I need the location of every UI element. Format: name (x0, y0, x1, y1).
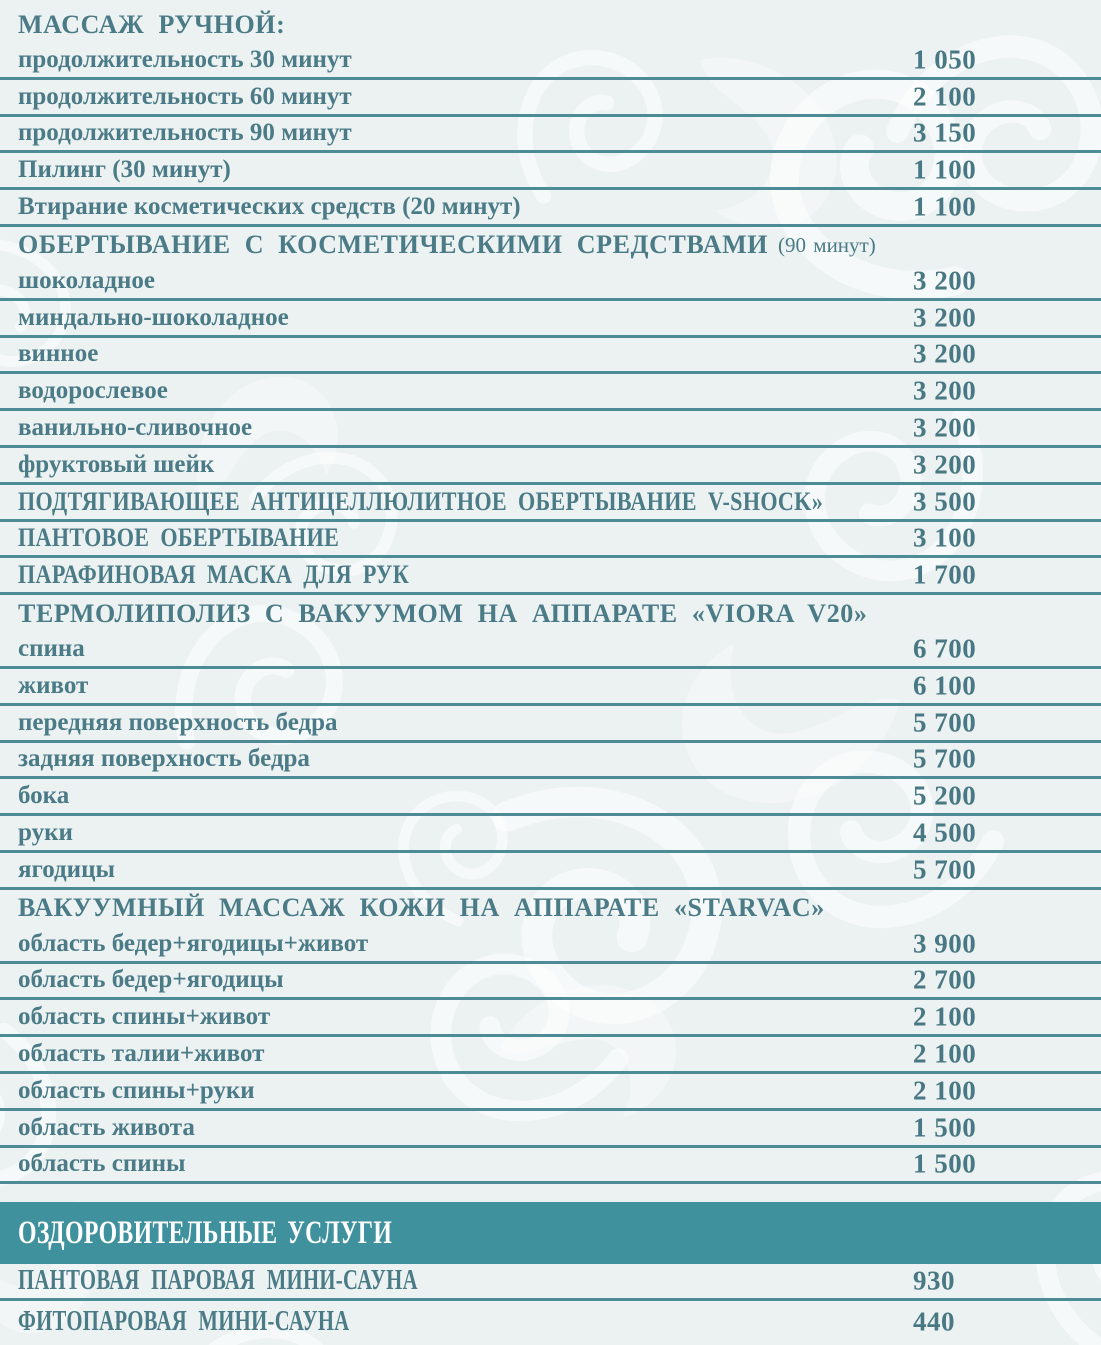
service-row (0, 1074, 1101, 1111)
service-label: живот (18, 671, 89, 699)
service-row (0, 632, 1101, 669)
service-price: 440 (913, 1306, 955, 1337)
service-row (0, 669, 1101, 706)
service-label: область живота (18, 1113, 195, 1141)
service-row (0, 1264, 1101, 1301)
service-label: шоколадное (18, 266, 156, 294)
service-label: ФИТОПАРОВАЯ МИНИ-САУНА (18, 1306, 350, 1338)
service-label: Пилинг (30 минут) (18, 156, 231, 184)
service-label: область бедер+ягодицы+живот (18, 929, 369, 957)
service-label: область спины+живот (18, 1003, 271, 1031)
service-row (0, 964, 1101, 1001)
service-label: передняя поверхность бедра (18, 708, 338, 736)
service-row (0, 448, 1101, 485)
service-price: 3 500 (913, 486, 977, 517)
service-row (0, 338, 1101, 375)
section-header (0, 890, 1101, 927)
service-row (0, 1111, 1101, 1148)
service-price: 6 700 (913, 633, 977, 664)
service-price: 3 100 (913, 522, 977, 553)
service-price: 5 700 (913, 707, 977, 738)
service-row (0, 927, 1101, 964)
section-header-label: МАССАЖ РУЧНОЙ: (18, 9, 286, 39)
service-price: 3 200 (913, 302, 977, 333)
service-row (0, 779, 1101, 816)
service-label: продолжительность 90 минут (18, 119, 352, 147)
service-price: 3 200 (913, 338, 977, 369)
service-label: руки (18, 819, 73, 847)
service-price: 2 700 (913, 964, 977, 995)
service-price: 1 100 (913, 154, 977, 185)
service-label: продолжительность 30 минут (18, 45, 352, 73)
service-price: 2 100 (913, 1001, 977, 1032)
service-label: миндально-шоколадное (18, 303, 289, 331)
service-label: фруктовый шейк (18, 450, 215, 478)
service-price: 2 100 (913, 1038, 977, 1069)
service-price: 1 500 (913, 1148, 977, 1179)
service-label: задняя поверхность бедра (18, 745, 310, 773)
service-label: продолжительность 60 минут (18, 82, 352, 110)
service-row (0, 706, 1101, 743)
service-label: ПОДТЯГИВАЮЩЕЕ АНТИЦЕЛЛЮЛИТНОЕ ОБЕРТЫВАНИЕ V-SHOCK» (18, 486, 824, 516)
service-label: бока (18, 782, 70, 810)
section-header-suffix: (90 минут) (778, 232, 876, 257)
service-label: ПАНТОВОЕ ОБЕРТЫВАНИЕ (18, 523, 340, 553)
service-label: Втирание косметических средств (20 минут) (18, 193, 521, 221)
service-row (0, 1000, 1101, 1037)
service-row (0, 43, 1101, 80)
service-row (0, 816, 1101, 853)
service-price: 5 700 (913, 854, 977, 885)
section-header-label: ТЕРМОЛИПОЛИЗ С ВАКУУМОМ НА АППАРАТЕ «VIORA V20» (18, 598, 868, 628)
section-header (0, 595, 1101, 632)
service-row (0, 374, 1101, 411)
service-price: 3 200 (913, 265, 977, 296)
service-label: область талии+живот (18, 1040, 265, 1068)
service-label: ягодицы (18, 855, 116, 883)
service-price: 3 200 (913, 375, 977, 406)
service-price: 3 900 (913, 928, 977, 959)
service-price: 6 100 (913, 670, 977, 701)
service-price: 2 100 (913, 1075, 977, 1106)
service-row (0, 485, 1101, 522)
service-row (0, 743, 1101, 780)
service-row (0, 1301, 1101, 1343)
service-label: ПАНТОВАЯ ПАРОВАЯ МИНИ-САУНА (18, 1265, 418, 1297)
service-price: 3 200 (913, 449, 977, 480)
section-header-label: ОБЕРТЫВАНИЕ С КОСМЕТИЧЕСКИМИ СРЕДСТВАМИ (18, 230, 769, 260)
service-row (0, 1037, 1101, 1074)
section-banner (0, 1202, 1101, 1264)
service-label: область спины+руки (18, 1076, 255, 1104)
service-price: 4 500 (913, 817, 977, 848)
service-price: 3 200 (913, 412, 977, 443)
service-row (0, 853, 1101, 890)
service-price: 1 100 (913, 191, 977, 222)
service-row (0, 153, 1101, 190)
service-row (0, 522, 1101, 559)
service-price: 930 (913, 1265, 955, 1296)
service-label: винное (18, 340, 99, 368)
service-row (0, 411, 1101, 448)
service-row (0, 301, 1101, 338)
section-header (0, 227, 1101, 264)
service-label: спина (18, 635, 85, 663)
service-row (0, 80, 1101, 117)
service-price: 5 200 (913, 780, 977, 811)
service-label: область спины (18, 1150, 186, 1178)
service-price: 1 700 (913, 559, 977, 590)
section-header (0, 6, 1101, 43)
service-row (0, 558, 1101, 595)
service-row (0, 1148, 1101, 1185)
service-price: 1 500 (913, 1112, 977, 1143)
service-price: 2 100 (913, 81, 977, 112)
service-price: 5 700 (913, 743, 977, 774)
service-row (0, 117, 1101, 154)
section-banner-label: ОЗДОРОВИТЕЛЬНЫЕ УСЛУГИ (18, 1214, 393, 1251)
service-price: 3 150 (913, 117, 977, 148)
service-label: ПАРАФИНОВАЯ МАСКА ДЛЯ РУК (18, 560, 410, 590)
service-row (0, 264, 1101, 301)
service-label: водорослевое (18, 377, 168, 405)
section-header-label: ВАКУУМНЫЙ МАССАЖ КОЖИ НА АППАРАТЕ «STARVAC» (18, 893, 825, 923)
service-price: 1 050 (913, 44, 977, 75)
service-row (0, 190, 1101, 227)
service-label: ванильно-сливочное (18, 414, 253, 442)
service-label: область бедер+ягодицы (18, 966, 284, 994)
